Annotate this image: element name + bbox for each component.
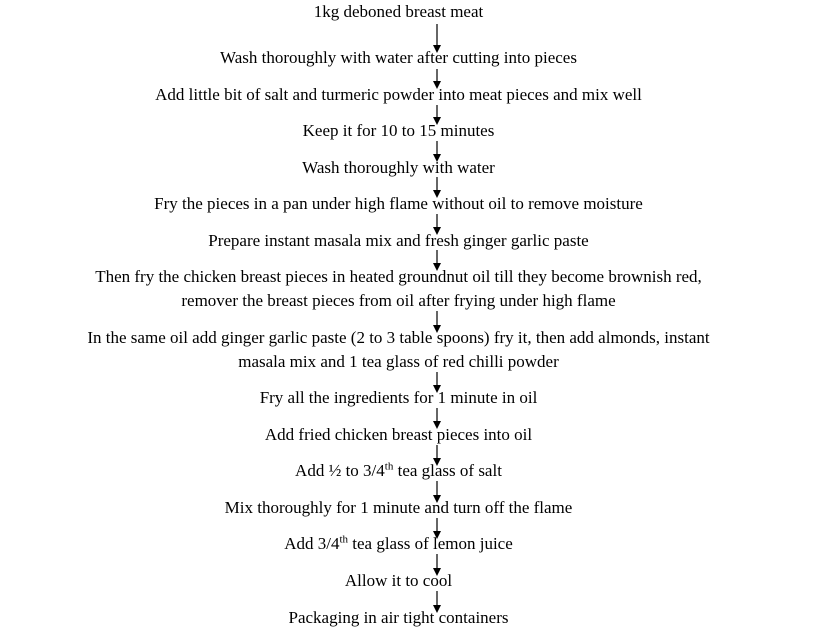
step-9	[0, 326, 797, 374]
step-2: Wash thoroughly with water after cutting into pieces	[220, 48, 577, 67]
step-9-line-1: In the same oil add ginger garlic paste (2 to 3 table spoons) fry it, then add almonds, instant	[87, 328, 710, 347]
step-14-superscript: th	[339, 533, 349, 546]
step-13: Mix thoroughly for 1 minute and turn off the flame	[224, 498, 573, 517]
step-12-text-pre: Add ½ to 3/4	[295, 461, 385, 480]
step-9-line-2: masala mix and 1 tea glass of red chilli powder	[238, 352, 559, 371]
step-12-text-post: tea glass of salt	[393, 461, 502, 480]
step-8-line-1: Then fry the chicken breast pieces in heated groundnut oil till they become brownish red,	[95, 267, 702, 286]
step-15: Allow it to cool	[344, 571, 453, 590]
step-14	[0, 532, 797, 556]
step-5: Wash thoroughly with water	[302, 158, 495, 177]
step-16: Packaging in air tight containers	[288, 608, 509, 627]
step-14-text-post: tea glass of lemon juice	[348, 534, 513, 553]
step-11: Add fried chicken breast pieces into oil	[264, 425, 533, 444]
step-3: Add little bit of salt and turmeric powder into meat pieces and mix well	[155, 85, 642, 104]
step-8-line-2: remover the breast pieces from oil after frying under high flame	[181, 291, 616, 310]
step-1: 1kg deboned breast meat	[313, 2, 484, 21]
step-12	[0, 459, 797, 483]
step-8	[0, 265, 797, 313]
step-14-text-pre: Add 3/4	[284, 534, 340, 553]
step-12-superscript: th	[384, 460, 394, 473]
step-10: Fry all the ingredients for 1 minute in oil	[259, 388, 538, 407]
step-4: Keep it for 10 to 15 minutes	[302, 121, 495, 140]
step-7: Prepare instant masala mix and fresh ginger garlic paste	[208, 231, 589, 250]
step-6: Fry the pieces in a pan under high flame without oil to remove moisture	[154, 194, 643, 213]
